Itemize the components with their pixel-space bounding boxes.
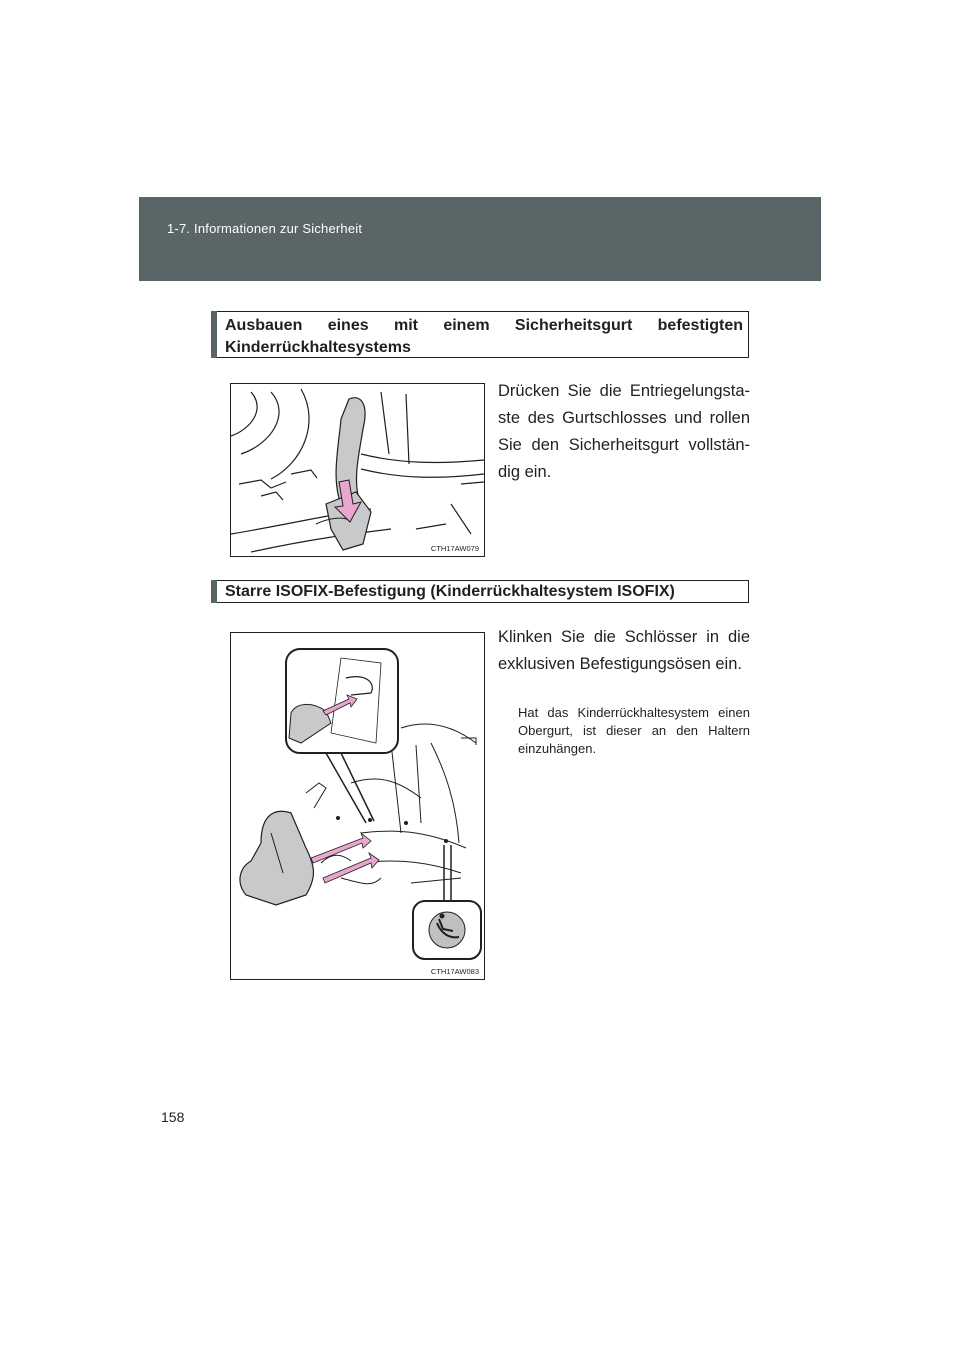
section-heading-removal [211, 311, 749, 358]
figure-isofix [230, 632, 485, 980]
figure-code: CTH17AW079 [430, 544, 479, 553]
belt-buckle-illustration [231, 384, 484, 556]
header-band [139, 197, 821, 281]
isofix-illustration [231, 633, 484, 979]
section-title: 1-7. Informationen zur Sicherheit [167, 221, 363, 236]
section-heading-isofix [211, 580, 749, 603]
figure-belt-buckle [230, 383, 485, 557]
instruction-text-removal: Drücken Sie die Entriegelungsta-ste des Gurtschlosses und rollen Sie den Sicherheitsgurt vollstän-dig ein. [498, 382, 750, 481]
note-text-top-tether: Hat das Kinderrückhaltesystem einen Obergurt, ist dieser an den Haltern einzuhängen. [518, 705, 750, 756]
instruction-text-isofix: Klinken Sie die Schlösser in die exklusiven Befestigungsösen ein. [498, 628, 750, 673]
section-heading-isofix-text: Starre ISOFIX-Befestigung (Kinderrückhaltesystem ISOFIX) [225, 583, 675, 600]
figure-code: CTH17AW083 [430, 967, 479, 976]
section-heading-removal-text: Ausbauen eines mit einem Sicherheitsgurt befestigten Kinderrückhaltesystems [225, 317, 743, 356]
page-number: 158 [161, 1109, 185, 1125]
